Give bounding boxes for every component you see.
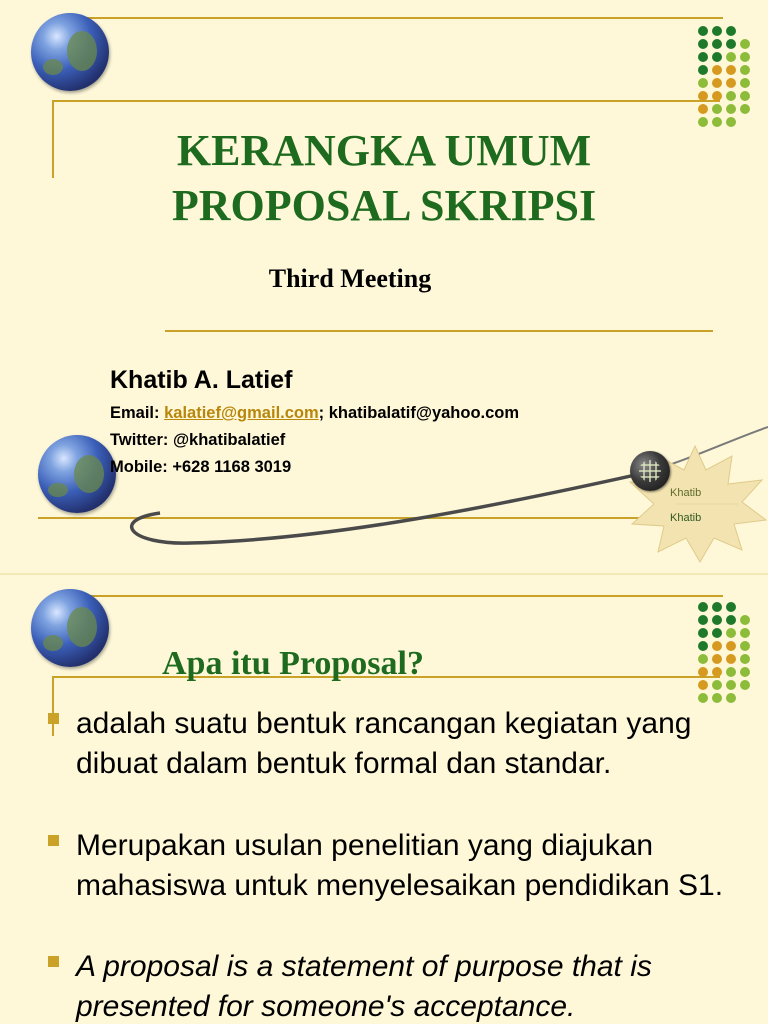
email-link[interactable]: kalatief@gmail.com: [164, 404, 319, 422]
decor-dot: [740, 654, 750, 664]
decor-dot: [740, 628, 750, 638]
decor-dot: [712, 615, 722, 625]
bullet-marker: [48, 835, 59, 846]
decor-dot: [726, 628, 736, 638]
globe-icon: [31, 589, 109, 667]
slide-title-line-2: PROPOSAL SKRIPSI: [171, 181, 597, 230]
bullet-text: A proposal is a statement of purpose that is presented for someone's acceptance.: [76, 950, 652, 1023]
email-label: Email:: [110, 404, 165, 422]
decor-dot: [726, 667, 736, 677]
decor-dot: [726, 641, 736, 651]
twitter-line: Twitter: @khatibalatief: [110, 431, 286, 449]
decor-dot: [726, 680, 736, 690]
badge-text-2: Khatib: [670, 512, 702, 524]
bullet-text: adalah suatu bentuk rancangan kegiatan yang dibuat dalam bentuk formal dan standar.: [76, 707, 692, 780]
decor-dot: [698, 628, 708, 638]
decor-dot: [712, 602, 722, 612]
decor-dot: [712, 628, 722, 638]
frame-left-rule: [52, 676, 54, 736]
slide-title-line-1: KERANGKA UMUM: [176, 126, 592, 175]
decor-dot: [698, 680, 708, 690]
decor-dot: [712, 654, 722, 664]
decor-dot: [740, 667, 750, 677]
mobile-line: Mobile: +628 1168 3019: [110, 458, 292, 476]
dark-sphere-icon: [630, 451, 670, 491]
decor-dot: [726, 654, 736, 664]
decor-dot: [698, 693, 708, 703]
decor-dot: [698, 654, 708, 664]
decor-dot: [712, 693, 722, 703]
decor-dot: [740, 641, 750, 651]
bullet-marker: [48, 956, 59, 967]
author-name: Khatib A. Latief: [110, 366, 293, 394]
content-slide: [0, 575, 768, 1024]
decor-dot: [740, 680, 750, 690]
bullet-marker: [48, 713, 59, 724]
slide-subtitle: Third Meeting: [268, 264, 432, 293]
decor-dot: [698, 641, 708, 651]
decor-dot: [712, 667, 722, 677]
email-secondary: ; khatibalatif@yahoo.com: [318, 404, 520, 422]
decor-dot: [712, 641, 722, 651]
bullet-text: Merupakan usulan penelitian yang diajukan mahasiswa untuk menyelesaikan pendidikan S1.: [76, 829, 724, 902]
decor-dot: [698, 615, 708, 625]
top-rule: [68, 595, 723, 597]
decor-dot: [740, 615, 750, 625]
decor-dot: [726, 602, 736, 612]
decor-dot: [698, 667, 708, 677]
decor-dot: [712, 680, 722, 690]
decor-dot: [698, 602, 708, 612]
slide-heading: Apa itu Proposal?: [162, 645, 424, 682]
decor-dot: [726, 693, 736, 703]
dot-grid-decoration: [698, 602, 758, 712]
decor-dot: [726, 615, 736, 625]
badge-text-1: Khatib: [670, 487, 702, 499]
